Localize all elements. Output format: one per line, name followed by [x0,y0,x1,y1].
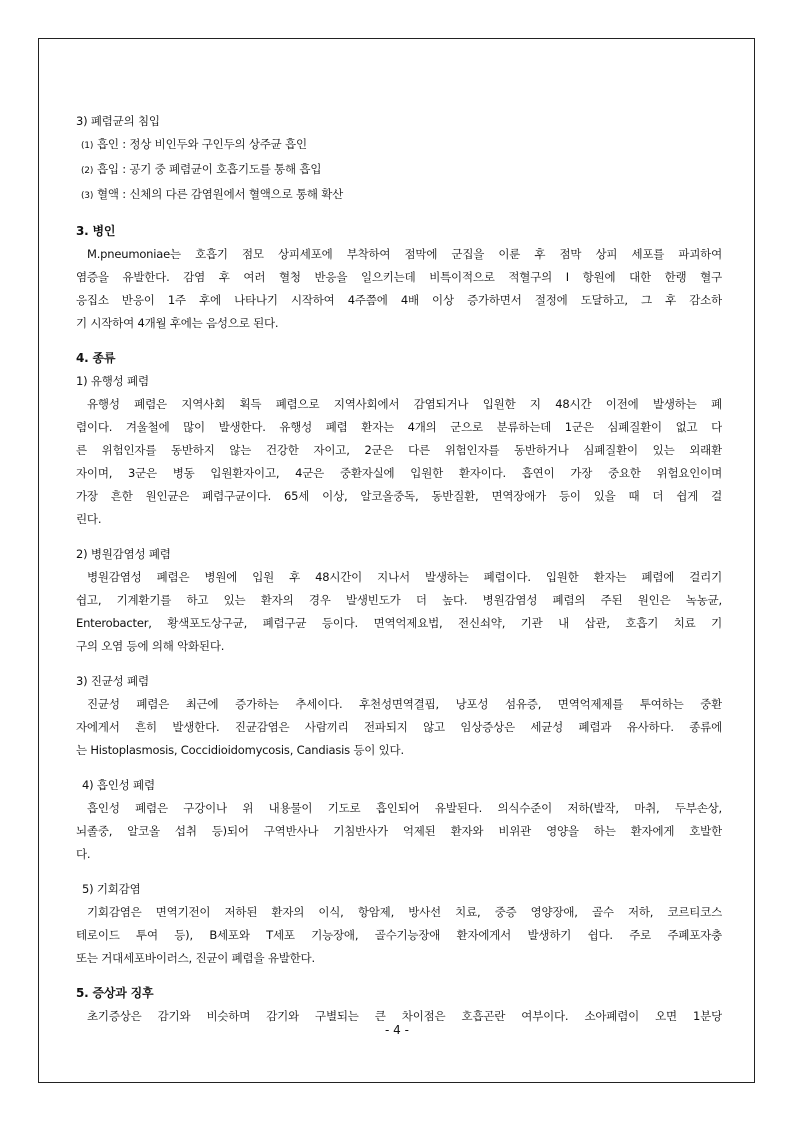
paragraph-line: M.pneumoniae는 호흡기 점모 상피세포에 부착하여 점막에 군집을 이룬 후 점막 상피 세포를 파괴하여 [87,247,722,261]
paragraph-line: 초기증상은 감기와 비슷하며 감기와 구별되는 큰 차이점은 호흡곤란 여부이다. 소아폐렴이 오면 1분당 [87,1009,722,1023]
section-heading-cause: 3. 병인 [76,224,116,238]
section-heading-types: 4. 종류 [76,351,116,365]
subsection-title-invasion: 3) 폐렴균의 침입 [76,114,160,128]
paragraph-line: 자이며, 3군은 병동 입원환자이고, 4군은 중환자실에 입원한 환자이다. 흡연이 가장 중요한 위험요인이며 [76,466,722,480]
paragraph-line: 기 시작하여 4개월 후에는 음성으로 된다. [76,316,279,330]
list-number: (3) [81,191,94,201]
list-item: (1) 흡인 : 정상 비인두와 구인두의 상주균 흡인 [76,133,722,158]
paragraph-line: 흡인성 폐렴은 구강이나 위 내용물이 기도로 흡인되어 유발된다. 의식수준이 저하(발작, 마취, 두부손상, [87,801,722,815]
paragraph-line: 자에게서 흔히 발생한다. 진균감염은 사람끼리 전파되지 않고 임상증상은 세균성 폐렴과 유사하다. 종류에 [76,720,722,734]
section-heading-symptoms: 5. 증상과 징후 [76,986,154,1000]
list-item: (3) 혈액 : 신체의 다른 감염원에서 혈액으로 통해 확산 [76,183,722,208]
list-number: (2) [81,166,94,176]
list-item: (2) 흡입 : 공기 중 폐렴균이 호흡기도를 통해 흡입 [76,158,722,183]
list-number: (1) [81,141,94,151]
subsection-title-hospital: 2) 병원감염성 폐렴 [76,547,171,561]
subsection-title-fungal: 3) 진균성 폐렴 [76,674,149,688]
paragraph-line: 린다. [76,512,102,526]
paragraph-line: 테로이드 투여 등), B세포와 T세포 기능장애, 골수기능장애 환자에게서 발생하기 쉽다. 주로 주폐포자충 [76,928,722,942]
paragraph-line: 기회감염은 면역기전이 저하된 환자의 이식, 항암제, 방사선 치료, 중증 영양장애, 골수 저하, 코르티코스 [87,905,722,919]
paragraph-line: 또는 거대세포바이러스, 진균이 폐렴을 유발한다. [76,951,315,965]
paragraph-line: 른 위험인자를 동반하지 않는 건강한 자이고, 2군은 다른 위험인자를 동반하거나 심폐질환이 있는 외래환 [76,443,722,457]
paragraph-line: 응집소 반응이 1주 후에 나타나기 시작하여 4주쯤에 4배 이상 증가하면서 절정에 도달하고, 그 후 감소하 [76,293,722,307]
paragraph-line: 병원감염성 폐렴은 병원에 입원 후 48시간이 지나서 발생하는 폐렴이다. 입원한 환자는 폐렴에 걸리기 [87,570,722,584]
paragraph-line: 염증을 유발한다. 감염 후 여러 혈청 반응을 일으키는데 비특이적으로 적혈구의 I 항원에 대한 한랭 혈구 [76,270,722,284]
paragraph-line: 유행성 폐렴은 지역사회 획득 폐렴으로 지역사회에서 감염되거나 입원한 지 48시간 이전에 발생하는 폐 [87,397,722,411]
paragraph-line: 구의 오염 등에 의해 악화된다. [76,639,225,653]
paragraph-line: 쉽고, 기계환기를 하고 있는 환자의 경우 발생빈도가 더 높다. 병원감염성 폐렴의 주된 원인은 녹농균, [76,593,722,607]
paragraph-line: 뇌졸중, 알코올 섭취 등)되어 구역반사나 기침반사가 억제된 환자와 비위관 영양을 하는 환자에게 호발한 [76,824,722,838]
paragraph-line: 렴이다. 겨울철에 많이 발생한다. 유행성 폐렴 환자는 4개의 군으로 분류하는데 1군은 심폐질환이 없고 다 [76,420,722,434]
page-number: - 4 - [385,1023,409,1037]
subsection-title-opportunistic: 5) 기회감염 [82,882,141,896]
paragraph-line: 진균성 폐렴은 최근에 증가하는 추세이다. 후천성면역결핍, 낭포성 섬유증, 면역억제제를 투여하는 중환 [87,697,722,711]
document-body [76,110,722,1028]
paragraph-line: Enterobacter, 황색포도상구균, 폐렴구균 등이다. 면역억제요법, 전신쇠약, 기관 내 삽관, 호흡기 치료 기 [76,616,722,630]
paragraph-line: 가장 흔한 원인균은 폐렴구균이다. 65세 이상, 알코올중독, 동반질환, 면역장애가 등이 있을 때 더 쉽게 걸 [76,489,722,503]
paragraph-line: 다. [76,847,91,861]
subsection-title-community: 1) 유행성 폐렴 [76,374,149,388]
subsection-title-aspiration: 4) 흡인성 폐렴 [82,778,155,792]
paragraph-line: 는 Histoplasmosis, Coccidioidomycosis, Candiasis 등이 있다. [76,743,404,757]
